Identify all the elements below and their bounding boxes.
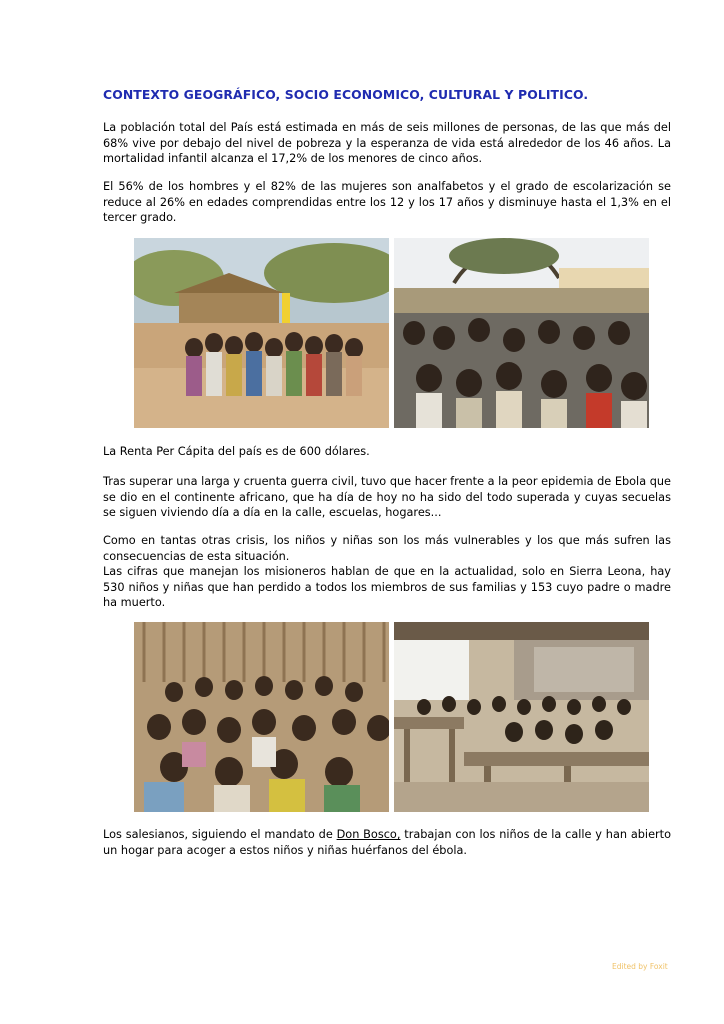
paragraph-ebola: Tras superar una larga y cruenta guerra civil, tuvo que hacer frente a la peor epidemia de Ebola que se dio en el continente africano, que ha día de hoy no ha sido del todo superada y cuyas secuelas se siguen viviendo día a día en la calle, escuelas, hogares...	[103, 475, 671, 520]
paragraph-salesians-text-end: trabajan con los niños de la calle y han abierto un hogar para acoger a estos niños y niñas huérfanos del ébola.	[103, 828, 672, 857]
paragraph-orphans: Las cifras que manejan los misioneros hablan de que en la actualidad, solo en Sierra Leona, hay 530 niños y niñas que han perdido a todos los miembros de sus familias y 153 cuyo padre o madre ha muerto.	[103, 565, 671, 610]
paragraph-vulnerable: Como en tantas otras crisis, los niños y niñas son los más vulnerables y los que más sufren las consecuencias de esta situación.	[103, 534, 671, 563]
footer-watermark: Edited by Foxit	[612, 962, 668, 971]
don-bosco-link[interactable]: Don Bosco,	[336, 828, 401, 841]
photo-children-outdoors	[134, 238, 389, 428]
photo-straw-classroom	[134, 622, 389, 812]
paragraph-income: La Renta Per Cápita del país es de 600 dólares.	[103, 445, 370, 458]
photo-classroom-desks	[394, 622, 649, 812]
paragraph-salesians	[103, 827, 671, 858]
photo-schoolyard-crowd	[394, 238, 649, 428]
paragraph-salesians-text-start: Los salesianos, siguiendo el mandato de	[103, 828, 337, 841]
paragraph-literacy: El 56% de los hombres y el 82% de las mujeres son analfabetos y el grado de escolarización se reduce al 26% en edades comprendidas entre los 12 y los 17 años y disminuye hasta el 1,3% en el tercer grado.	[103, 180, 671, 225]
paragraph-population: La población total del País está estimada en más de seis millones de personas, de las que más del 68% vive por debajo del nivel de pobreza y la esperanza de vida está alrededor de los 46 años. La mortalidad infantil alcanza el 17,2% de los menores de cinco años.	[103, 121, 671, 166]
page-title: CONTEXTO GEOGRÁFICO, SOCIO ECONOMICO, CULTURAL Y POLITICO.	[103, 87, 589, 102]
